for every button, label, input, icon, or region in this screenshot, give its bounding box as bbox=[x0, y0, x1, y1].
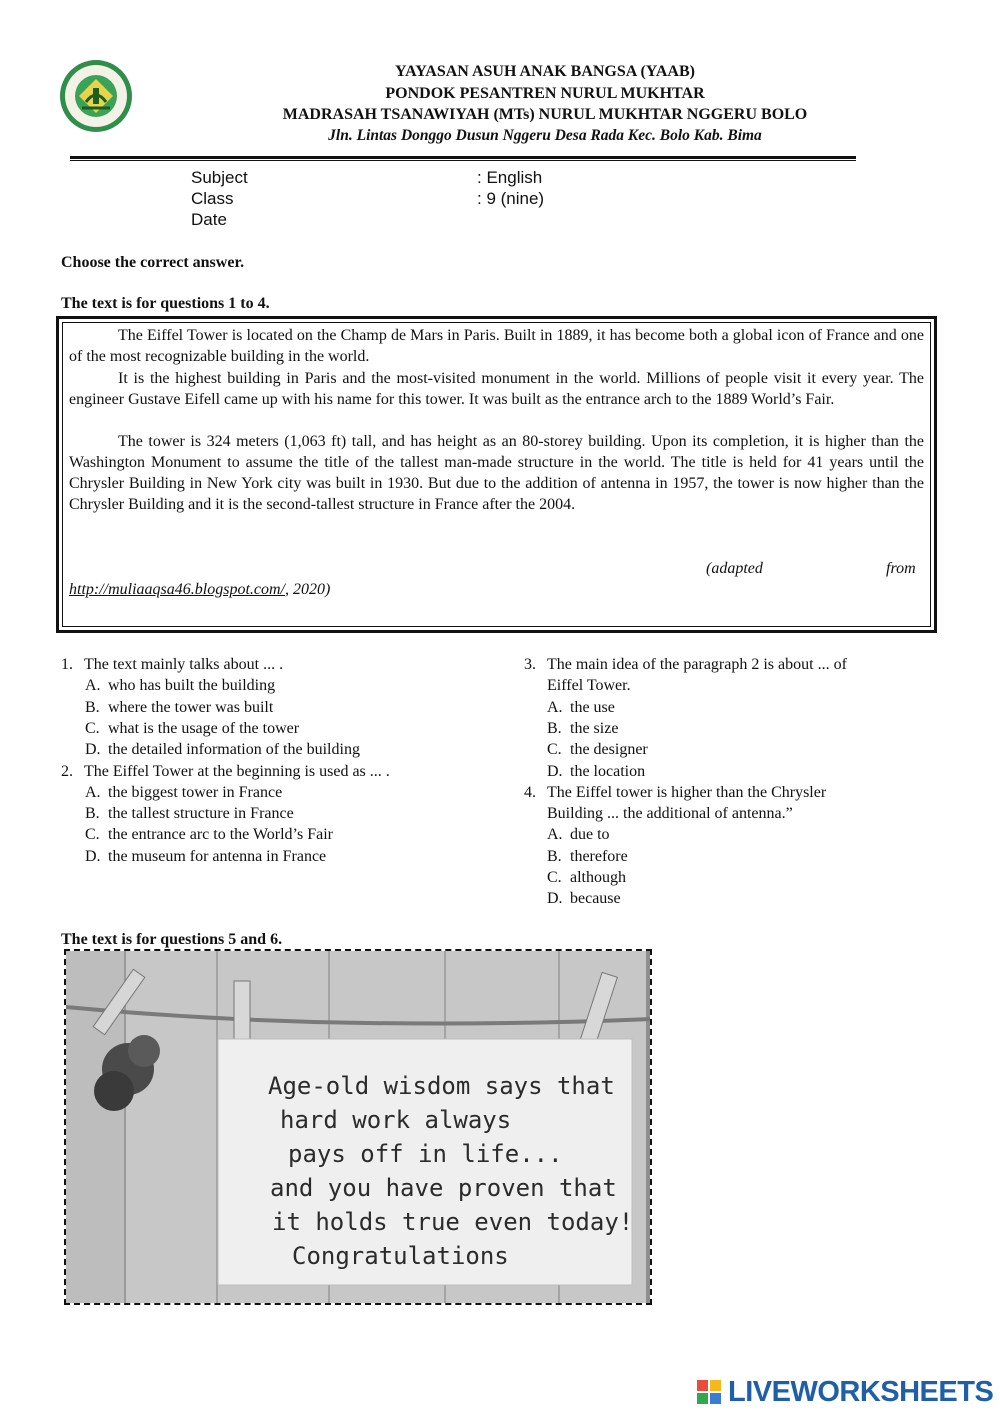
option-text: although bbox=[570, 869, 626, 886]
answer-option[interactable] bbox=[85, 675, 275, 696]
brand-text: LIVEWORKSHEETS bbox=[728, 1376, 994, 1408]
source-citation bbox=[69, 581, 330, 599]
liveworksheets-logo-icon bbox=[696, 1378, 724, 1408]
picture-frame bbox=[64, 949, 652, 1305]
card-message-line: hard work always bbox=[280, 1106, 512, 1134]
question-number: 3. bbox=[524, 656, 536, 673]
class-value: : 9 (nine) bbox=[477, 189, 545, 208]
option-letter: A. bbox=[85, 677, 101, 695]
option-letter: C. bbox=[547, 741, 562, 759]
question-number: 4. bbox=[524, 783, 536, 801]
question-number: 1. bbox=[61, 656, 73, 673]
option-letter: D. bbox=[85, 847, 101, 865]
source-year: , 2020) bbox=[285, 581, 331, 598]
card-message-line: and you have proven that bbox=[270, 1174, 617, 1202]
question-stem: Building ... the additional of antenna.” bbox=[547, 805, 793, 823]
answer-option[interactable] bbox=[85, 803, 294, 824]
option-letter: C. bbox=[547, 869, 562, 886]
source-link[interactable]: http://muliaaqsa46.blogspot.com/ bbox=[69, 581, 285, 598]
answer-option[interactable] bbox=[85, 697, 273, 718]
header-divider-thin bbox=[70, 160, 856, 161]
option-text: the tallest structure in France bbox=[108, 805, 294, 823]
option-letter: D. bbox=[547, 890, 563, 908]
option-text: the use bbox=[570, 698, 615, 716]
option-text: due to bbox=[570, 826, 610, 844]
source-from: from bbox=[886, 560, 916, 577]
answer-option[interactable] bbox=[547, 739, 648, 760]
option-letter: D. bbox=[85, 741, 101, 759]
option-letter: C. bbox=[85, 719, 100, 737]
answer-option[interactable] bbox=[85, 782, 282, 803]
option-text: the entrance arc to the World’s Fair bbox=[108, 826, 333, 844]
text2-heading: The text is for questions 5 and 6. bbox=[61, 931, 283, 948]
reading-paragraph-3: The tower is 324 meters (1,063 ft) tall, and has height as an 80-storey building. Upon its completion, it is higher than the Washington Monument to assume the title of the tallest man-made structure in the world. The title is held for 41 years until the Chrysler Building in New York city was built in 1930. But due to the addition of antenna in 1957, the tower is now higher than the Chrysler Building and it is the second-tallest structure in France after the 2004. bbox=[69, 433, 924, 513]
option-text: what is the usage of the tower bbox=[108, 719, 300, 737]
question-stem: The Eiffel tower is higher than the Chrysler bbox=[547, 783, 827, 801]
option-letter: A. bbox=[85, 783, 101, 801]
answer-option[interactable] bbox=[547, 718, 618, 739]
option-letter: A. bbox=[547, 698, 563, 716]
question-stem: Eiffel Tower. bbox=[547, 677, 631, 695]
option-text: the museum for antenna in France bbox=[108, 847, 327, 865]
option-letter: C. bbox=[85, 826, 100, 844]
option-text: who has built the building bbox=[108, 677, 276, 695]
instruction: Choose the correct answer. bbox=[61, 254, 245, 271]
card-message-line: pays off in life... bbox=[288, 1140, 563, 1168]
option-text: the designer bbox=[570, 741, 648, 759]
answer-option[interactable] bbox=[85, 846, 326, 867]
answer-option[interactable] bbox=[547, 846, 628, 867]
answer-option[interactable] bbox=[547, 888, 621, 909]
option-text: because bbox=[570, 890, 621, 908]
subject-label: Subject bbox=[191, 168, 248, 187]
source-adapted: (adapted bbox=[706, 560, 763, 577]
card-message-line: Age-old wisdom says that bbox=[268, 1072, 615, 1100]
answer-option[interactable] bbox=[85, 824, 333, 845]
answer-option[interactable] bbox=[85, 718, 299, 739]
foundation-name: YAYASAN ASUH ANAK BANGSA (YAAB) bbox=[395, 63, 695, 80]
card-message-line: Congratulations bbox=[292, 1242, 509, 1270]
option-text: the size bbox=[570, 719, 619, 737]
question-stem: The Eiffel Tower at the beginning is used as ... . bbox=[84, 762, 390, 780]
option-letter: B. bbox=[85, 698, 100, 716]
option-letter: D. bbox=[547, 762, 563, 780]
answer-option[interactable] bbox=[547, 697, 615, 718]
option-letter: B. bbox=[547, 719, 562, 737]
reading-paragraph-2: It is the highest building in Paris and the most-visited monument in the world. Millions of people visit it every year. The engineer Gustave Eifell came up with his name for this tower. It was built as the entrance arch to the 1889 World’s Fair. bbox=[69, 370, 924, 408]
header-divider bbox=[70, 156, 856, 159]
date-label: Date bbox=[191, 210, 227, 229]
answer-option[interactable] bbox=[547, 824, 610, 845]
question-stem: The main idea of the paragraph 2 is about ... of bbox=[547, 656, 847, 673]
option-letter: B. bbox=[85, 805, 100, 823]
option-text: the detailed information of the building bbox=[108, 741, 360, 759]
card-message-line: it holds true even today! bbox=[272, 1208, 634, 1236]
text1-heading: The text is for questions 1 to 4. bbox=[61, 295, 270, 312]
option-text: where the tower was built bbox=[108, 698, 274, 716]
option-letter: A. bbox=[547, 826, 563, 844]
answer-option[interactable] bbox=[85, 739, 360, 760]
school-name: MADRASAH TSANAWIYAH (MTs) NURUL MUKHTAR NGGERU BOLO bbox=[282, 106, 808, 123]
question-number: 2. bbox=[61, 762, 73, 780]
subject-value: : English bbox=[477, 168, 543, 187]
option-text: the location bbox=[570, 762, 646, 780]
answer-option[interactable] bbox=[547, 761, 645, 782]
answer-option[interactable] bbox=[547, 867, 626, 888]
school-logo-icon bbox=[58, 58, 134, 134]
school-address: Jln. Lintas Donggo Dusun Nggeru Desa Rada Kec. Bolo Kab. Bima bbox=[328, 127, 762, 144]
option-text: the biggest tower in France bbox=[108, 783, 283, 801]
class-label: Class bbox=[191, 189, 234, 208]
option-text: therefore bbox=[570, 847, 628, 865]
pesantren-name: PONDOK PESANTREN NURUL MUKHTAR bbox=[385, 85, 705, 102]
question-stem: The text mainly talks about ... . bbox=[84, 656, 284, 673]
reading-paragraph-1: The Eiffel Tower is located on the Champ de Mars in Paris. Built in 1889, it has become both a global icon of France and one of the most recognizable building in the world. bbox=[69, 327, 924, 365]
option-letter: B. bbox=[547, 847, 562, 865]
